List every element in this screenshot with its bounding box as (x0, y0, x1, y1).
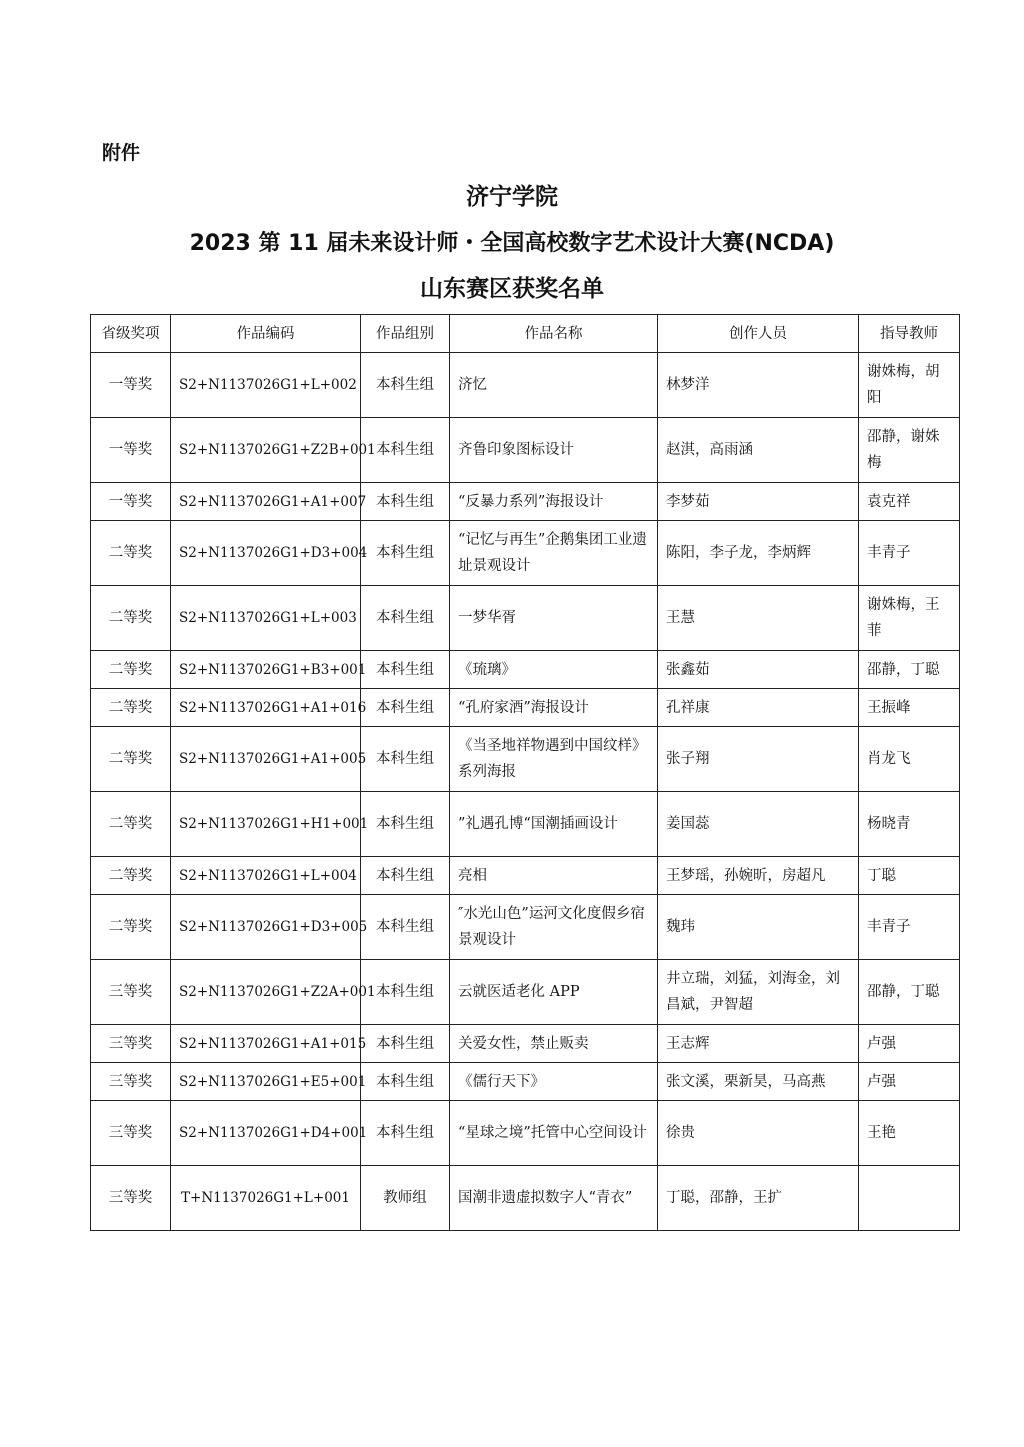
advisors-cell: 丰青子 (859, 895, 960, 960)
work-name-cell: 国潮非遗虚拟数字人“青衣” (450, 1166, 658, 1231)
advisors-cell: 王振峰 (859, 689, 960, 727)
award-cell: 三等奖 (91, 1166, 171, 1231)
advisors-cell: 卢强 (859, 1025, 960, 1063)
group-cell: 本科生组 (361, 792, 450, 857)
work-name-cell: 《琉璃》 (450, 651, 658, 689)
table-row (91, 483, 960, 521)
group-cell: 本科生组 (361, 1025, 450, 1063)
advisors-cell: 卢强 (859, 1063, 960, 1101)
award-cell: 二等奖 (91, 689, 171, 727)
table-header-row (91, 315, 960, 353)
group-cell: 本科生组 (361, 521, 450, 586)
table-row (91, 960, 960, 1025)
title-competition: 2023 第 11 届未来设计师・全国高校数字艺术设计大赛(NCDA) (189, 231, 835, 256)
award-cell: 三等奖 (91, 1025, 171, 1063)
advisors-cell: 袁克祥 (859, 483, 960, 521)
table-row (91, 895, 960, 960)
creators-cell: 井立瑞，刘猛，刘海金，刘昌斌，尹智超 (658, 960, 859, 1025)
code-cell: S2+N1137026G1+A1+016 (171, 689, 361, 727)
group-cell: 本科生组 (361, 586, 450, 651)
advisors-cell (859, 1166, 960, 1231)
header-award: 省级奖项 (91, 315, 171, 353)
header-name: 作品名称 (450, 315, 658, 353)
table-row (91, 857, 960, 895)
group-cell: 本科生组 (361, 353, 450, 418)
creators-cell: 林梦洋 (658, 353, 859, 418)
award-cell: 二等奖 (91, 651, 171, 689)
advisors-cell: 邵静，丁聪 (859, 960, 960, 1025)
group-cell: 本科生组 (361, 895, 450, 960)
award-cell: 三等奖 (91, 1101, 171, 1166)
award-cell: 一等奖 (91, 483, 171, 521)
advisors-cell: 丁聪 (859, 857, 960, 895)
creators-cell: 徐贵 (658, 1101, 859, 1166)
advisors-cell: 邵静，谢姝梅 (859, 418, 960, 483)
creators-cell: 丁聪，邵静，王扩 (658, 1166, 859, 1231)
code-cell: S2+N1137026G1+Z2B+001 (171, 418, 361, 483)
header-code: 作品编码 (171, 315, 361, 353)
title-list: 山东赛区获奖名单 (420, 276, 604, 302)
code-cell: S2+N1137026G1+H1+001 (171, 792, 361, 857)
award-cell: 一等奖 (91, 353, 171, 418)
group-cell: 本科生组 (361, 418, 450, 483)
creators-cell: 魏玮 (658, 895, 859, 960)
header-advisors: 指导教师 (859, 315, 960, 353)
code-cell: S2+N1137026G1+E5+001 (171, 1063, 361, 1101)
table-row (91, 1101, 960, 1166)
group-cell: 本科生组 (361, 857, 450, 895)
header-group: 作品组别 (361, 315, 450, 353)
work-name-cell: 济忆 (450, 353, 658, 418)
work-name-cell: 一梦华胥 (450, 586, 658, 651)
group-cell: 本科生组 (361, 483, 450, 521)
table-row (91, 1166, 960, 1231)
advisors-cell: 王艳 (859, 1101, 960, 1166)
creators-cell: 王慧 (658, 586, 859, 651)
creators-cell: 姜国蕊 (658, 792, 859, 857)
work-name-cell: 亮相 (450, 857, 658, 895)
table-row (91, 418, 960, 483)
code-cell: S2+N1137026G1+Z2A+001 (171, 960, 361, 1025)
table-row (91, 1063, 960, 1101)
group-cell: 本科生组 (361, 1101, 450, 1166)
table-row (91, 521, 960, 586)
group-cell: 本科生组 (361, 651, 450, 689)
award-cell: 二等奖 (91, 586, 171, 651)
code-cell: S2+N1137026G1+D3+004 (171, 521, 361, 586)
table-row (91, 651, 960, 689)
creators-cell: 孔祥康 (658, 689, 859, 727)
creators-cell: 张子翔 (658, 727, 859, 792)
code-cell: S2+N1137026G1+A1+015 (171, 1025, 361, 1063)
creators-cell: 陈阳，李子龙，李炳辉 (658, 521, 859, 586)
award-cell: 二等奖 (91, 521, 171, 586)
code-cell: S2+N1137026G1+L+003 (171, 586, 361, 651)
group-cell: 教师组 (361, 1166, 450, 1231)
award-cell: 二等奖 (91, 792, 171, 857)
advisors-cell: 丰青子 (859, 521, 960, 586)
work-name-cell: ″水光山色”运河文化度假乡宿景观设计 (450, 895, 658, 960)
award-cell: 二等奖 (91, 727, 171, 792)
table-row (91, 353, 960, 418)
advisors-cell: 肖龙飞 (859, 727, 960, 792)
table-row (91, 727, 960, 792)
work-name-cell: “反暴力系列”海报设计 (450, 483, 658, 521)
award-cell: 三等奖 (91, 1063, 171, 1101)
code-cell: S2+N1137026G1+L+002 (171, 353, 361, 418)
code-cell: T+N1137026G1+L+001 (171, 1166, 361, 1231)
table-row (91, 792, 960, 857)
advisors-cell: 杨晓青 (859, 792, 960, 857)
award-cell: 三等奖 (91, 960, 171, 1025)
advisors-cell: 谢姝梅，胡阳 (859, 353, 960, 418)
work-name-cell: 云就医适老化 APP (450, 960, 658, 1025)
table-row (91, 586, 960, 651)
code-cell: S2+N1137026G1+D4+001 (171, 1101, 361, 1166)
code-cell: S2+N1137026G1+L+004 (171, 857, 361, 895)
group-cell: 本科生组 (361, 1063, 450, 1101)
work-name-cell: ”礼遇孔博“国潮插画设计 (450, 792, 658, 857)
advisors-cell: 谢姝梅，王菲 (859, 586, 960, 651)
code-cell: S2+N1137026G1+A1+005 (171, 727, 361, 792)
title-school: 济宁学院 (466, 184, 558, 210)
table-row (91, 1025, 960, 1063)
creators-cell: 赵淇，高雨涵 (658, 418, 859, 483)
attachment-label: 附件 (102, 142, 141, 164)
group-cell: 本科生组 (361, 960, 450, 1025)
award-cell: 二等奖 (91, 857, 171, 895)
code-cell: S2+N1137026G1+B3+001 (171, 651, 361, 689)
award-table (90, 314, 960, 1231)
code-cell: S2+N1137026G1+A1+007 (171, 483, 361, 521)
work-name-cell: “星球之境”托管中心空间设计 (450, 1101, 658, 1166)
creators-cell: 王梦瑶，孙婉昕，房超凡 (658, 857, 859, 895)
award-cell: 一等奖 (91, 418, 171, 483)
group-cell: 本科生组 (361, 727, 450, 792)
group-cell: 本科生组 (361, 689, 450, 727)
creators-cell: 张鑫茹 (658, 651, 859, 689)
work-name-cell: 《当圣地祥物遇到中国纹样》系列海报 (450, 727, 658, 792)
award-rows (91, 353, 960, 1231)
work-name-cell: 齐鲁印象图标设计 (450, 418, 658, 483)
creators-cell: 王志辉 (658, 1025, 859, 1063)
advisors-cell: 邵静，丁聪 (859, 651, 960, 689)
code-cell: S2+N1137026G1+D3+005 (171, 895, 361, 960)
work-name-cell: 关爱女性，禁止贩卖 (450, 1025, 658, 1063)
header-creators: 创作人员 (658, 315, 859, 353)
award-cell: 二等奖 (91, 895, 171, 960)
work-name-cell: “记忆与再生”企鹅集团工业遗址景观设计 (450, 521, 658, 586)
creators-cell: 张文溪，栗新昊，马高燕 (658, 1063, 859, 1101)
work-name-cell: 《儒行天下》 (450, 1063, 658, 1101)
work-name-cell: “孔府家酒”海报设计 (450, 689, 658, 727)
table-row (91, 689, 960, 727)
creators-cell: 李梦茹 (658, 483, 859, 521)
